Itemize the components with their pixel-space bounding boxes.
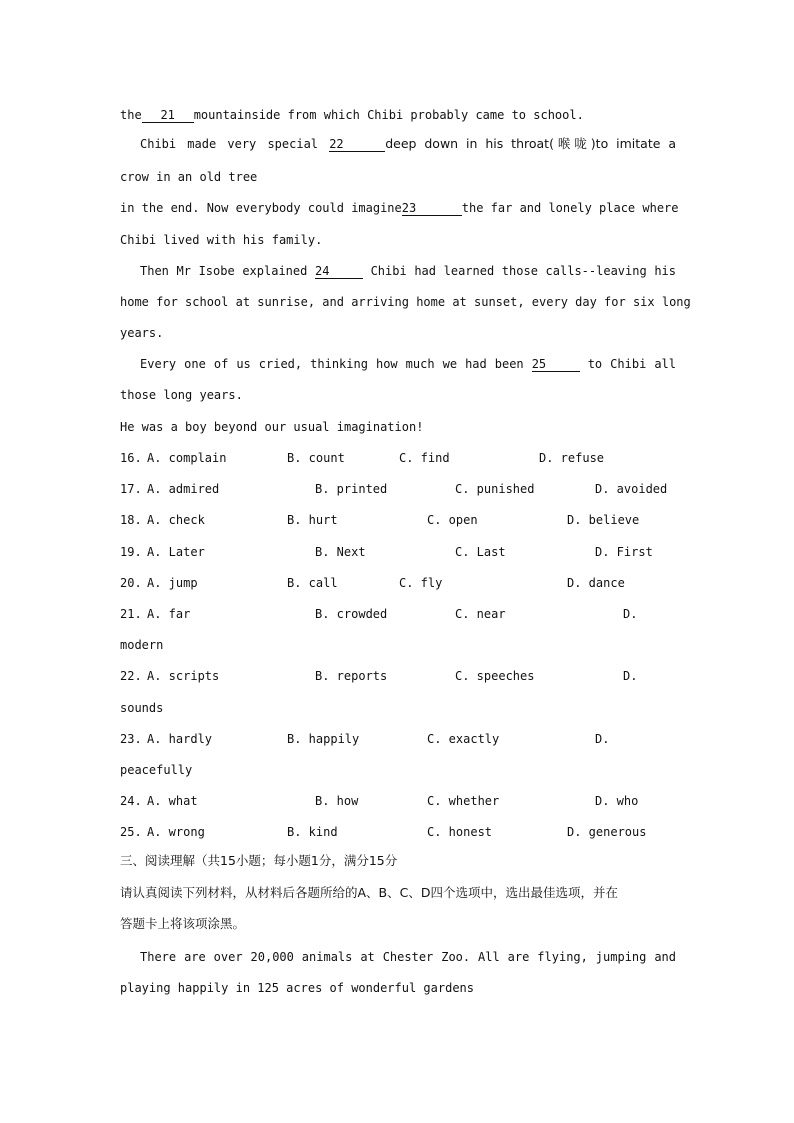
- option-a: A. admired: [147, 482, 220, 496]
- question-19: [120, 544, 680, 560]
- passage-line-7: home for school at sunrise, and arriving home at sunset, every day for six long: [120, 295, 691, 309]
- blank-23: 23: [402, 201, 462, 216]
- option-d: D.: [595, 732, 610, 746]
- section-instruction-line-1: 请认真阅读下列材料，从材料后各题所给的A、B、C、D四个选项中，选出最佳选项，并在: [120, 885, 618, 900]
- option-d: D.: [623, 669, 638, 683]
- option-d-wrap-22: sounds: [120, 701, 164, 715]
- question-22: [120, 668, 680, 684]
- option-d-wrap-21: modern: [120, 638, 164, 652]
- passage-line-10: those long years.: [120, 388, 243, 402]
- text: Chibi made very special: [140, 137, 330, 151]
- option-b: B. call: [287, 576, 338, 590]
- blank-24: 24: [315, 264, 363, 279]
- question-number: 16.: [120, 451, 142, 465]
- question-23: [120, 731, 680, 747]
- question-number: 23.: [120, 732, 142, 746]
- question-21: [120, 606, 680, 622]
- option-c: C. near: [455, 607, 506, 621]
- section-instruction-line-2: 答题卡上将该项涂黑。: [120, 916, 246, 931]
- passage-line-11: He was a boy beyond our usual imagination!: [120, 420, 424, 434]
- passage-line-4: [120, 200, 679, 216]
- text: Chibi had learned those calls--leaving his: [362, 264, 676, 278]
- option-b: B. count: [287, 451, 345, 465]
- option-d: D. generous: [567, 825, 647, 839]
- option-c: C. honest: [427, 825, 493, 839]
- option-b: B. hurt: [287, 513, 338, 527]
- option-d: D. refuse: [539, 451, 605, 465]
- text: the far and lonely place where: [461, 201, 679, 215]
- option-a: A. jump: [147, 576, 198, 590]
- option-c: C. fly: [399, 576, 443, 590]
- question-17: [120, 481, 680, 497]
- question-number: 22.: [120, 669, 142, 683]
- option-b: B. reports: [315, 669, 388, 683]
- question-16: [120, 450, 680, 466]
- option-d-wrap-23: peacefully: [120, 763, 193, 777]
- passage-line-1: [120, 107, 676, 123]
- passage-line-2: [140, 136, 676, 152]
- blank-21: 21: [142, 108, 194, 123]
- question-number: 24.: [120, 794, 142, 808]
- reading-paragraph-line-1: There are over 20,000 animals at Chester Zoo. All are flying, jumping and: [140, 950, 676, 964]
- passage-line-3: crow in an old tree: [120, 170, 258, 184]
- option-d: D. believe: [567, 513, 640, 527]
- option-d: D. dance: [567, 576, 625, 590]
- option-c: C. find: [399, 451, 450, 465]
- option-a: A. Later: [147, 545, 205, 559]
- passage-line-9: [140, 356, 676, 372]
- text: mountainside from which Chibi probably came to school.: [193, 108, 584, 122]
- option-b: B. printed: [315, 482, 388, 496]
- text: Every one of us cried, thinking how much we had been: [140, 357, 532, 371]
- passage-line-5: Chibi lived with his family.: [120, 233, 323, 247]
- question-number: 21.: [120, 607, 142, 621]
- question-24: [120, 793, 680, 809]
- option-c: C. punished: [455, 482, 535, 496]
- option-b: B. crowded: [315, 607, 388, 621]
- option-c: C. open: [427, 513, 478, 527]
- text: in the end. Now everybody could imagine: [120, 201, 402, 215]
- option-a: A. scripts: [147, 669, 220, 683]
- option-a: A. what: [147, 794, 198, 808]
- text: the: [120, 108, 142, 122]
- option-d: D. avoided: [595, 482, 668, 496]
- text: to Chibi all: [579, 357, 677, 371]
- passage-line-6: [140, 263, 676, 279]
- option-c: C. speeches: [455, 669, 535, 683]
- question-number: 17.: [120, 482, 142, 496]
- question-25: [120, 824, 680, 840]
- passage-line-8: years.: [120, 326, 164, 340]
- option-c: C. exactly: [427, 732, 500, 746]
- text: deep down in his throat(喉咙)to imitate a: [385, 136, 677, 151]
- option-b: B. how: [315, 794, 359, 808]
- option-d: D. who: [595, 794, 639, 808]
- option-c: C. Last: [455, 545, 506, 559]
- question-number: 18.: [120, 513, 142, 527]
- question-number: 20.: [120, 576, 142, 590]
- question-20: [120, 575, 680, 591]
- option-c: C. whether: [427, 794, 500, 808]
- question-18: [120, 512, 680, 528]
- option-a: A. far: [147, 607, 191, 621]
- option-a: A. complain: [147, 451, 227, 465]
- blank-25: 25: [532, 357, 580, 372]
- reading-paragraph-line-2: playing happily in 125 acres of wonderful gardens: [120, 981, 475, 995]
- blank-22: 22: [329, 137, 385, 152]
- option-a: A. check: [147, 513, 205, 527]
- text: Then Mr Isobe explained: [140, 264, 315, 278]
- question-number: 25.: [120, 825, 142, 839]
- option-a: A. hardly: [147, 732, 213, 746]
- option-b: B. happily: [287, 732, 360, 746]
- section-heading: 三、阅读理解（共15小题；每小题1分，满分15分: [120, 853, 398, 868]
- question-number: 19.: [120, 545, 142, 559]
- option-b: B. Next: [315, 545, 366, 559]
- option-a: A. wrong: [147, 825, 205, 839]
- option-d: D. First: [595, 545, 653, 559]
- option-d: D.: [623, 607, 638, 621]
- option-b: B. kind: [287, 825, 338, 839]
